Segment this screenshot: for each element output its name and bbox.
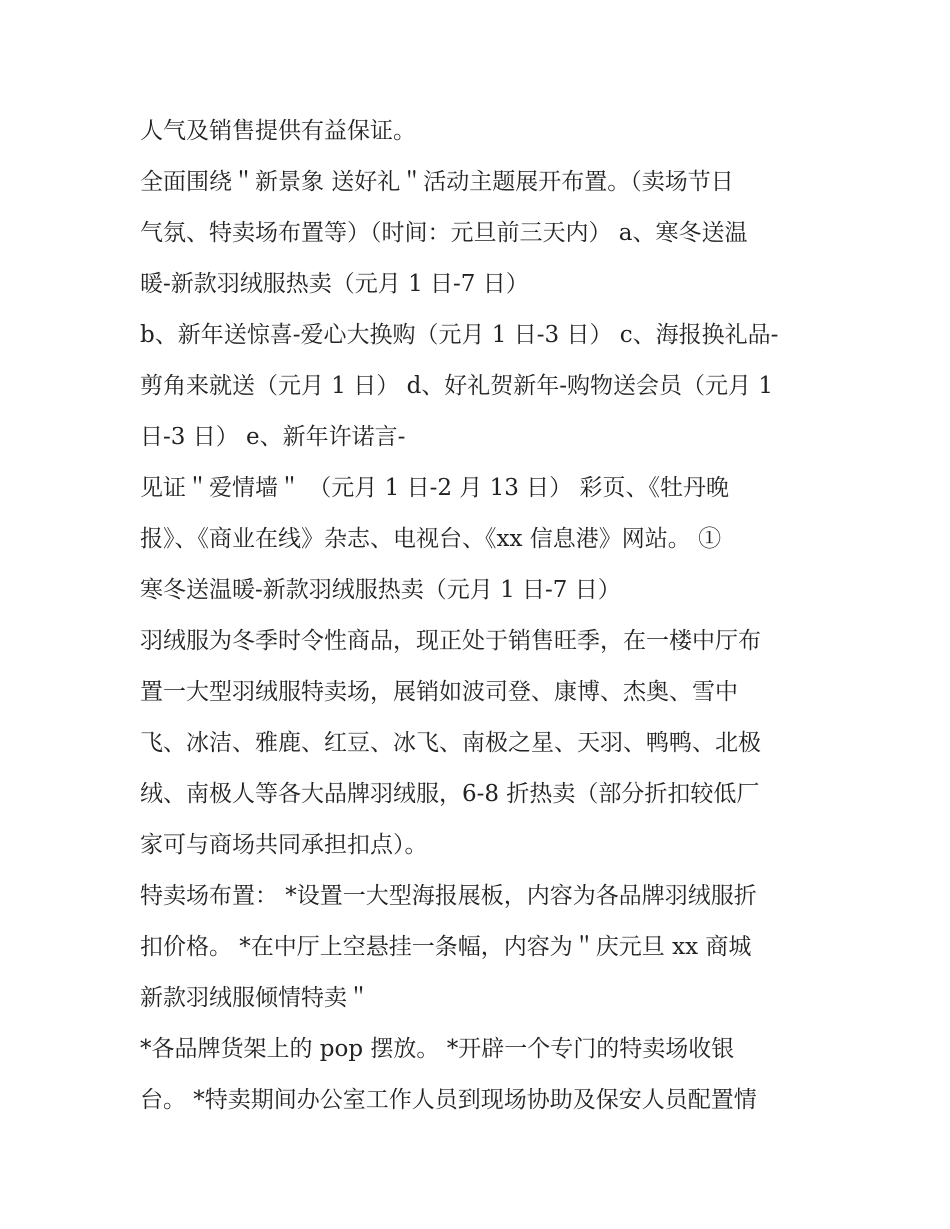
text-line: 见证＂爱情墙＂ （元月 1 日-2 月 13 日） 彩页、《牡丹晚 bbox=[140, 475, 729, 501]
body-text bbox=[140, 106, 830, 1126]
text-line: 全面围绕＂新景象 送好礼＂活动主题展开布置。（卖场节日 bbox=[140, 169, 734, 195]
text-line: 日-3 日） e、新年许诺言- bbox=[140, 424, 406, 450]
text-line: 剪角来就送（元月 1 日） d、好礼贺新年-购物送会员（元月 1 bbox=[140, 373, 774, 399]
text-line: 飞、冰洁、雅鹿、红豆、冰飞、南极之星、天羽、鸭鸭、北极 bbox=[140, 730, 761, 756]
text-line: *各品牌货架上的 pop 摆放。 *开辟一个专门的特卖场收银 bbox=[140, 1036, 735, 1062]
text-line: 报》、《商业在线》杂志、电视台、《xx 信息港》网站。 ① bbox=[140, 526, 722, 552]
text-line: b、新年送惊喜-爱心大换购（元月 1 日-3 日） c、海报换礼品- bbox=[140, 322, 779, 348]
text-line: 羽绒服为冬季时令性商品，现正处于销售旺季，在一楼中厅布 bbox=[140, 628, 761, 654]
text-line: 置一大型羽绒服特卖场，展销如波司登、康博、杰奥、雪中 bbox=[140, 679, 738, 705]
text-line: 家可与商场共同承担扣点）。 bbox=[140, 832, 428, 858]
text-line: 人气及销售提供有益保证。 bbox=[140, 118, 416, 144]
text-line: 绒、南极人等各大品牌羽绒服，6-8 折热卖（部分折扣较低厂 bbox=[140, 781, 760, 807]
text-line: 新款羽绒服倾情特卖＂ bbox=[140, 985, 370, 1011]
text-line: 扣价格。 *在中厅上空悬挂一条幅，内容为＂庆元旦 xx 商城 bbox=[140, 934, 752, 960]
text-line: 暖-新款羽绒服热卖（元月 1 日-7 日） bbox=[140, 271, 529, 297]
text-line: 气氛、特卖场布置等）（时间：元旦前三天内） a、寒冬送温 bbox=[140, 220, 748, 246]
text-line: 台。 *特卖期间办公室工作人员到现场协助及保安人员配置情 bbox=[140, 1087, 757, 1113]
text-line: 特卖场布置： *设置一大型海报展板，内容为各品牌羽绒服折 bbox=[140, 883, 757, 909]
text-line: 寒冬送温暖-新款羽绒服热卖（元月 1 日-7 日） bbox=[140, 577, 621, 603]
